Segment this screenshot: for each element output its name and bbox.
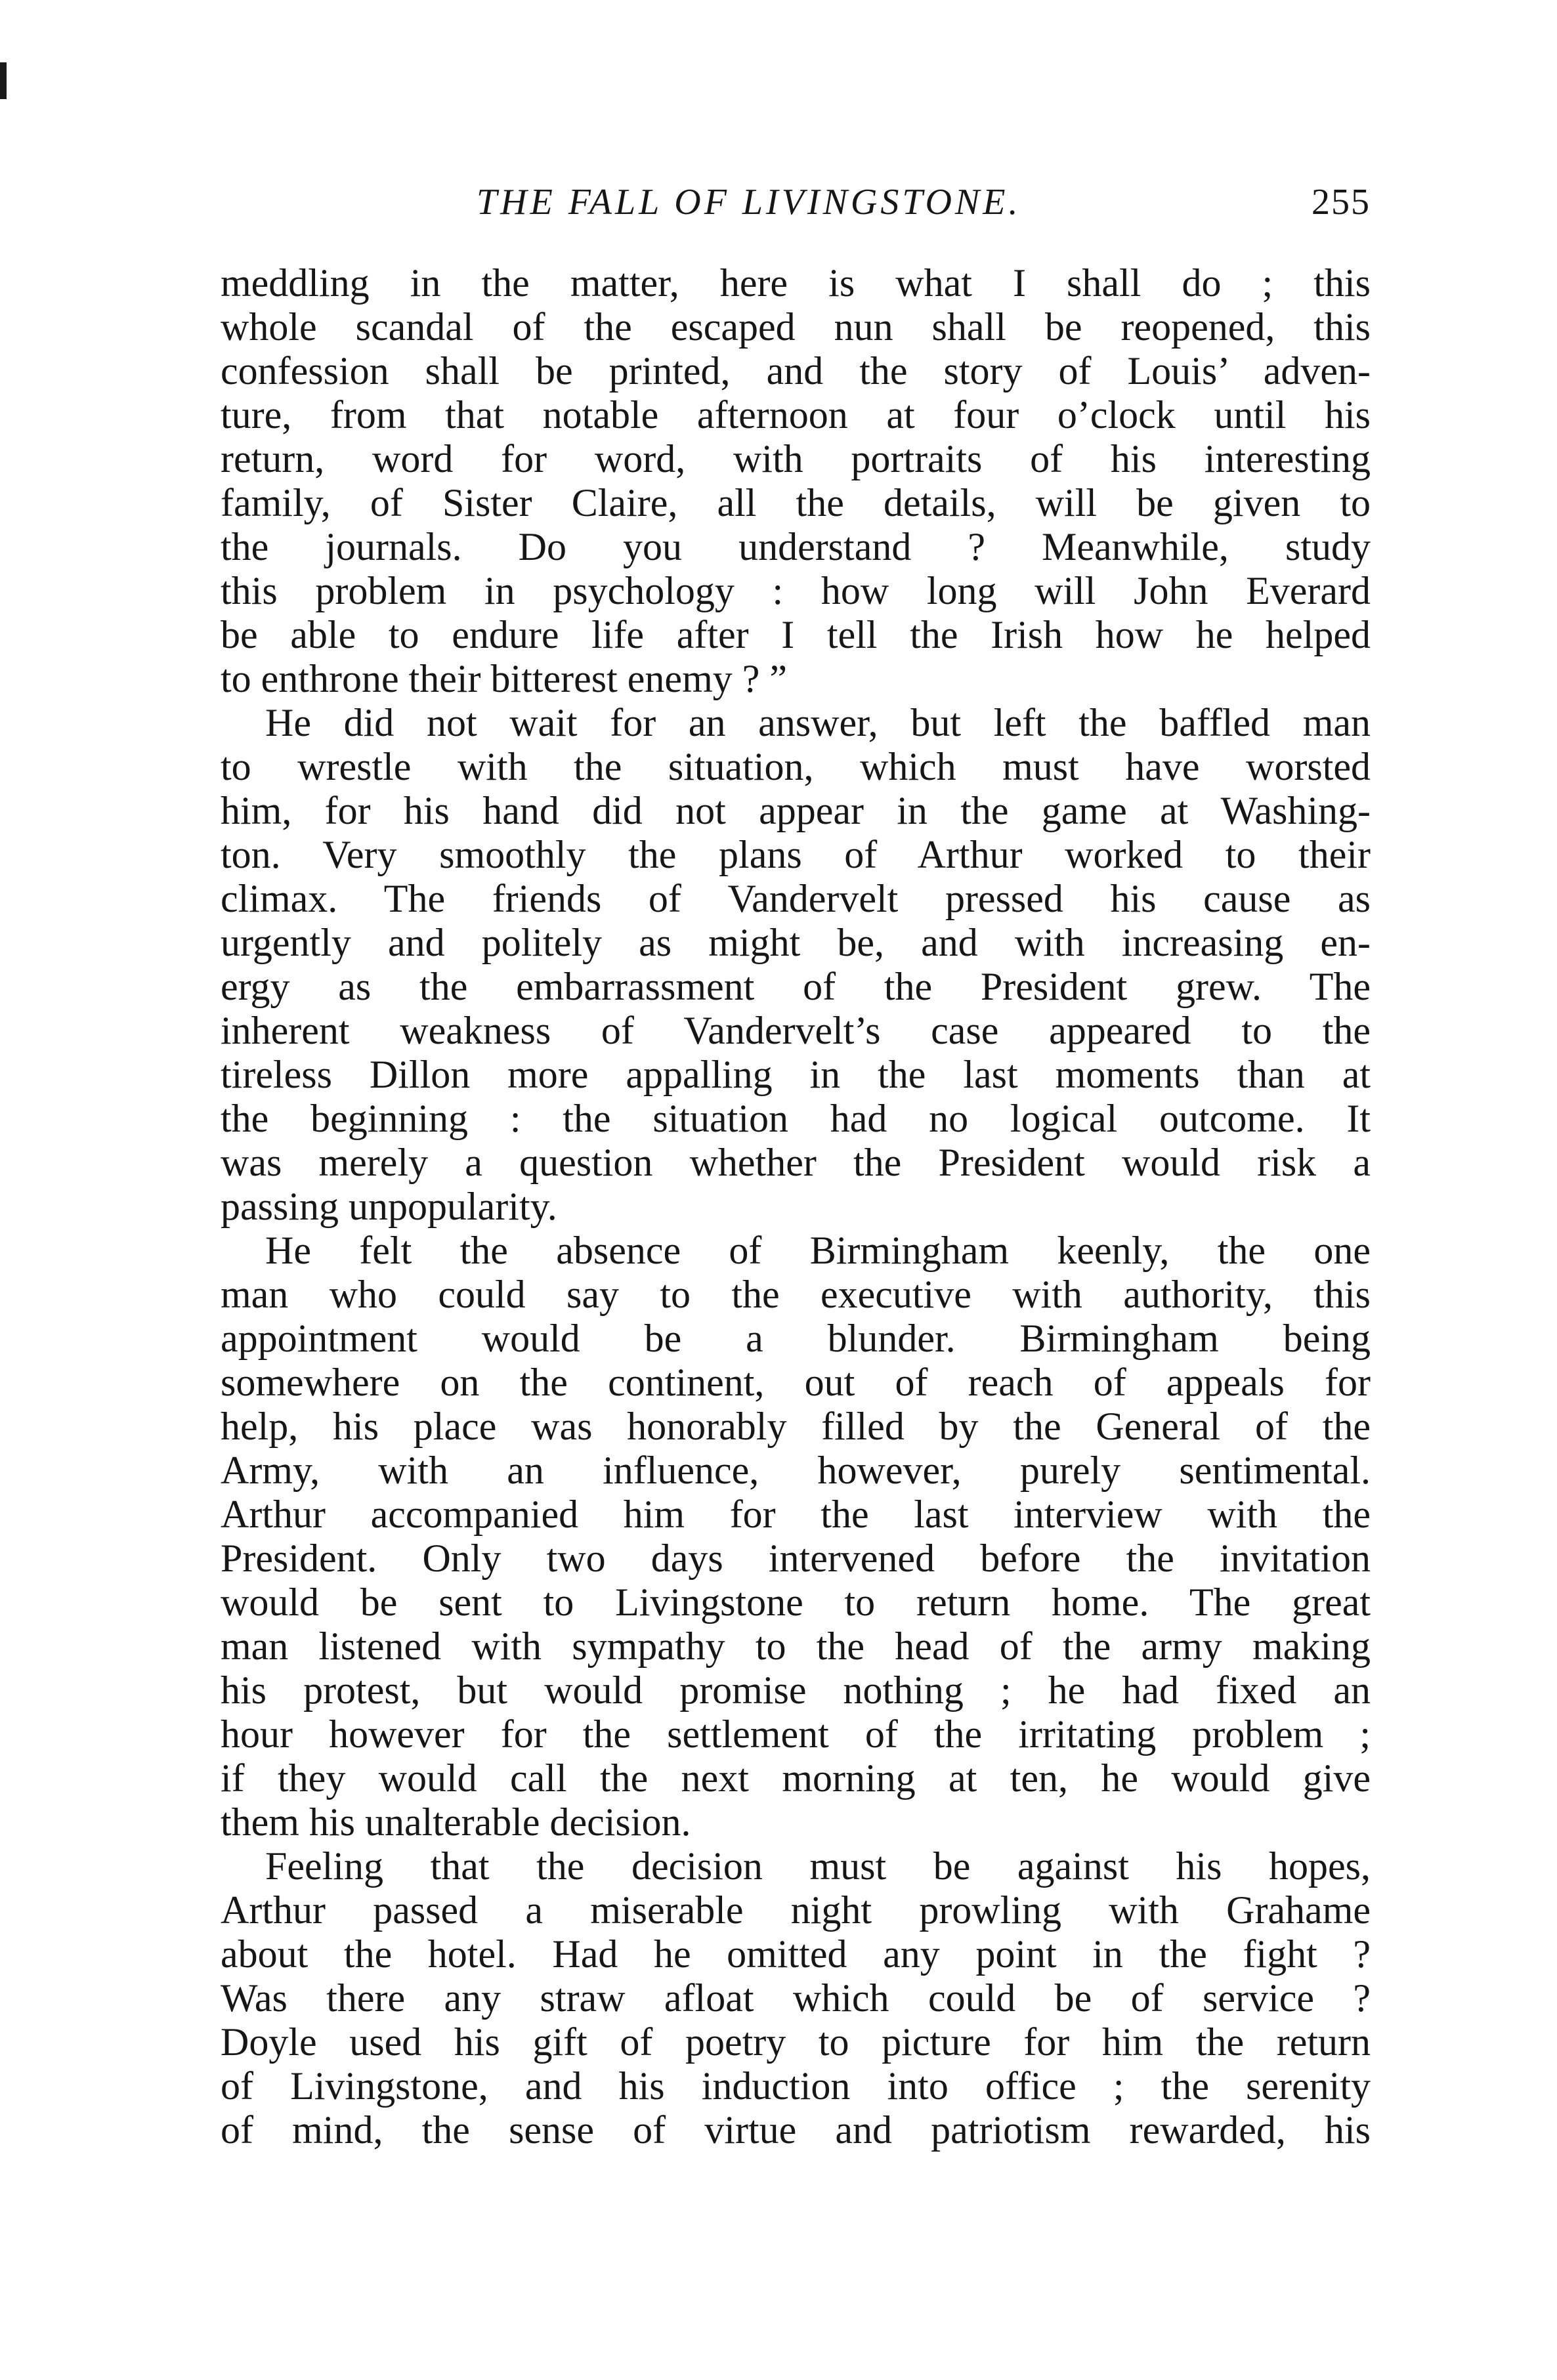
text-line: Arthur passed a miserable night prowling with Grahame — [221, 1888, 1371, 1932]
text-line: appointment would be a blunder. Birmingham being — [221, 1317, 1371, 1360]
text-line: ergy as the embarrassment of the President grew. The — [221, 965, 1371, 1008]
text-line: be able to endure life after I tell the Irish how he helped — [221, 613, 1371, 656]
text-line: urgently and politely as might be, and with increasing en- — [221, 921, 1371, 964]
text-line: tireless Dillon more appalling in the last moments than at — [221, 1053, 1371, 1096]
text-line: man who could say to the executive with authority, this — [221, 1273, 1371, 1316]
text-line: of mind, the sense of virtue and patriotism rewarded, his — [221, 2108, 1371, 2152]
text-line: Was there any straw afloat which could be of service ? — [221, 1976, 1371, 2020]
text-line: of Livingstone, and his induction into office ; the serenity — [221, 2064, 1371, 2108]
text-line: hour however for the settlement of the irritating problem ; — [221, 1712, 1371, 1756]
text-line: Army, with an influence, however, purely sentimental. — [221, 1449, 1371, 1492]
text-line: whole scandal of the escaped nun shall be reopened, this — [221, 305, 1371, 349]
text-line: He did not wait for an answer, but left the baffled man — [265, 701, 1371, 744]
text-line: the journals. Do you understand ? Meanwhile, study — [221, 525, 1371, 568]
paragraph — [221, 1844, 1371, 2152]
text-line: meddling in the matter, here is what I shall do ; this — [221, 261, 1371, 305]
text-line: confession shall be printed, and the story of Louis’ adven- — [221, 349, 1371, 393]
text-line: President. Only two days intervened before the invitation — [221, 1537, 1371, 1580]
text-line: would be sent to Livingstone to return home. The great — [221, 1581, 1371, 1624]
text-line: to enthrone their bitterest enemy ? ” — [221, 657, 787, 700]
text-line: him, for his hand did not appear in the game at Washing- — [221, 789, 1371, 832]
text-line: inherent weakness of Vandervelt’s case appeared to the — [221, 1009, 1371, 1052]
page-number: 255 — [1312, 182, 1371, 223]
text-line: somewhere on the continent, out of reach of appeals for — [221, 1361, 1371, 1404]
paragraph — [221, 1229, 1371, 1844]
text-line: Arthur accompanied him for the last interview with the — [221, 1493, 1371, 1536]
text-line: about the hotel. Had he omitted any point in the fight ? — [221, 1932, 1371, 1976]
text-line: return, word for word, with portraits of his interesting — [221, 437, 1371, 480]
paragraph — [221, 701, 1371, 1229]
text-line: ture, from that notable afternoon at four o’clock until his — [221, 393, 1371, 436]
text-line: was merely a question whether the President would risk a — [221, 1141, 1371, 1184]
body-text — [221, 261, 1371, 2152]
text-line: climax. The friends of Vandervelt pressed his cause as — [221, 877, 1371, 920]
text-line: if they would call the next morning at ten, he would give — [221, 1756, 1371, 1800]
text-line: the beginning : the situation had no logical outcome. It — [221, 1097, 1371, 1140]
text-line: man listened with sympathy to the head of the army making — [221, 1625, 1371, 1668]
text-line: ton. Very smoothly the plans of Arthur worked to their — [221, 833, 1371, 876]
text-line: this problem in psychology : how long will John Everard — [221, 569, 1371, 612]
text-line: help, his place was honorably filled by the General of the — [221, 1405, 1371, 1448]
running-title: THE FALL OF LIVINGSTONE. — [477, 182, 1021, 223]
paragraph — [221, 261, 1371, 701]
text-line: Doyle used his gift of poetry to picture for him the return — [221, 2020, 1371, 2064]
text-line: them his unalterable decision. — [221, 1800, 691, 1844]
text-line: He felt the absence of Birmingham keenly, the one — [265, 1229, 1371, 1272]
text-line: to wrestle with the situation, which must have worsted — [221, 745, 1371, 788]
page-header — [221, 176, 1371, 228]
text-line: passing unpopularity. — [221, 1185, 557, 1228]
text-line: Feeling that the decision must be against his hopes, — [265, 1844, 1371, 1888]
text-line: family, of Sister Claire, all the details, will be given to — [221, 481, 1371, 524]
text-line: his protest, but would promise nothing ; he had fixed an — [221, 1668, 1371, 1712]
scan-edge-mark — [0, 62, 7, 99]
